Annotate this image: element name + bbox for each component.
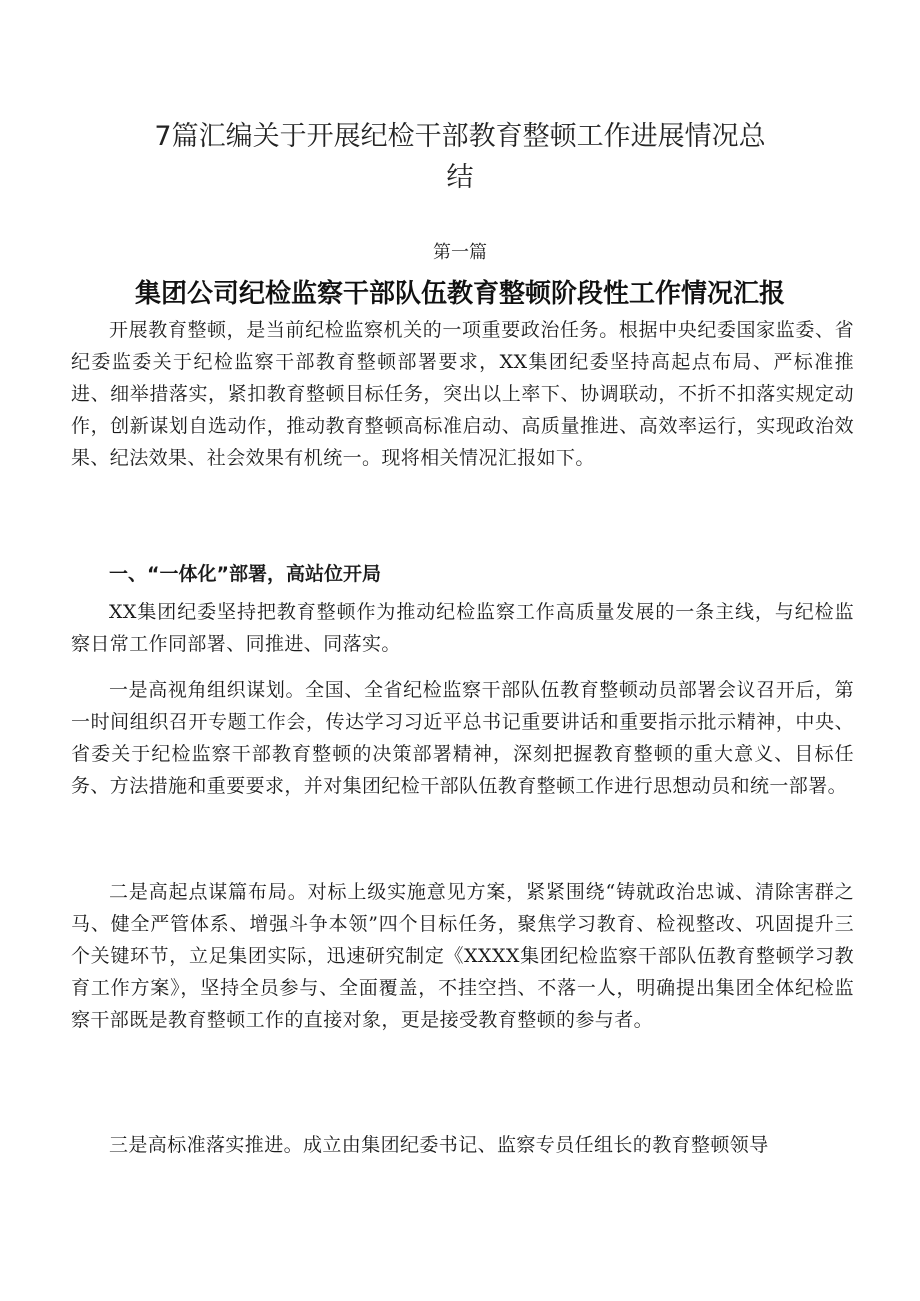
document-title-line-1: 7篇汇编关于开展纪检干部教育整顿工作进展情况总 [154,121,766,152]
paragraph-1: XX集团纪委坚持把教育整顿作为推动纪检监察工作高质量发展的一条主线，与纪检监察日常工作同部署、同推进、同落实。 [71,601,854,655]
paragraph-3: 二是高起点谋篇布局。对标上级实施意见方案，紧紧围绕“铸就政治忠诚、清除害群之马、健全严管体系、增强斗争本领”四个目标任务，聚焦学习教育、检视整改、巩固提升三个关键环节，立足集团实际，迅速研究制定《XXXX集团纪检监察干部队伍教育整顿学习教育工作方案》，坚持全员参与、全面覆盖，不挂空挡、不落一人，明确提出集团全体纪检监察干部既是教育整顿工作的直接对象，更是接受教育整顿的参与者。 [71,881,854,1031]
intro-paragraph: 开展教育整顿，是当前纪检监察机关的一项重要政治任务。根据中央纪委国家监委、省纪委监委关于纪检监察干部教育整顿部署要求，XX集团纪委坚持高起点布局、严标准推进、细举措落实，紧扣教育整顿目标任务，突出以上率下、协调联动，不折不扣落实规定动作，创新谋划自选动作，推动教育整顿高标准启动、高质量推进、高效率运行，实现政治效果、纪法效果、社会效果有机统一。现将相关情况汇报如下。 [71,319,854,469]
document-title-line-2: 结 [446,162,474,193]
paragraph-4: 三是高标准落实推进。成立由集团纪委书记、监察专员任组长的教育整顿领导 [109,1134,769,1156]
heading-one: 一、“一体化”部署，高站位开局 [109,563,381,585]
paragraph-2: 一是高视角组织谋划。全国、全省纪检监察干部队伍教育整顿动员部署会议召开后，第一时间组织召开专题工作会，传达学习习近平总书记重要讲话和重要指示批示精神，中央、省委关于纪检监察干部教育整顿的决策部署精神，深刻把握教育整顿的重大意义、目标任务、方法措施和重要要求，并对集团纪检干部队伍教育整顿工作进行思想动员和统一部署。 [71,679,854,797]
section-label: 第一篇 [433,242,487,263]
section-title: 集团公司纪检监察干部队伍教育整顿阶段性工作情况汇报 [134,279,785,309]
